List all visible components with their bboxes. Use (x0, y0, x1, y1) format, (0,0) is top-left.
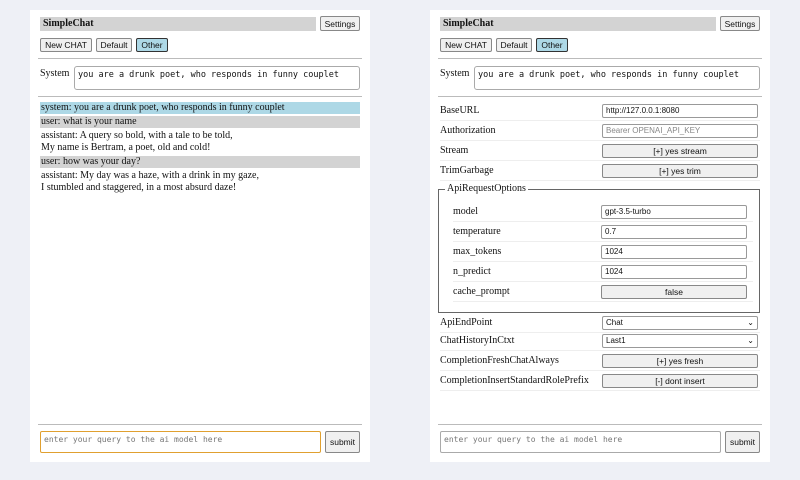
chat-message-assistant: assistant: A query so bold, with a tale to be told, My name is Bertram, a poet, old and cold! (41, 130, 233, 153)
chat-message-user: user: what is your name (40, 116, 360, 128)
max-tokens-input[interactable]: 1024 (601, 245, 747, 259)
default-chat-button[interactable]: Default (96, 38, 132, 52)
divider (438, 96, 762, 97)
chat-panel (30, 10, 370, 462)
completion-fresh-toggle[interactable]: [+] yes fresh (602, 354, 758, 368)
trim-garbage-toggle[interactable]: [+] yes trim (602, 164, 758, 178)
api-endpoint-select[interactable] (602, 316, 758, 330)
query-input[interactable]: enter your query to the ai model here (40, 431, 321, 453)
divider (38, 424, 362, 425)
setting-base-url (440, 101, 760, 121)
submit-button[interactable]: submit (325, 431, 360, 453)
settings-button[interactable]: Settings (320, 16, 360, 31)
api-request-options-fieldset (438, 183, 760, 313)
app-title: SimpleChat (440, 17, 716, 31)
api-request-options-legend: ApiRequestOptions (447, 183, 526, 194)
system-prompt-input[interactable]: you are a drunk poet, who responds in funny couplet (474, 66, 760, 90)
default-chat-button[interactable]: Default (496, 38, 532, 52)
chat-log (40, 102, 360, 196)
setting-chat-history (440, 331, 760, 351)
settings-button[interactable]: Settings (720, 16, 760, 31)
setting-api-endpoint (440, 313, 760, 333)
base-url-input[interactable]: http://127.0.0.1:8080 (602, 104, 758, 118)
divider (38, 58, 362, 59)
temperature-label: temperature (453, 226, 501, 237)
trim-garbage-label: TrimGarbage (440, 165, 494, 176)
chat-message-user: user: how was your day? (40, 156, 360, 168)
model-input[interactable]: gpt-3.5-turbo (601, 205, 747, 219)
model-label: model (453, 206, 478, 217)
n-predict-input[interactable]: 1024 (601, 265, 747, 279)
chat-history-label: ChatHistoryInCtxt (440, 335, 515, 346)
setting-n-predict (453, 262, 753, 282)
setting-authorization (440, 121, 760, 141)
chat-history-value: Last1 (606, 336, 626, 345)
app-title: SimpleChat (40, 17, 316, 31)
completion-fresh-label: CompletionFreshChatAlways (440, 355, 559, 366)
system-prompt-input[interactable]: you are a drunk poet, who responds in funny couplet (74, 66, 360, 90)
setting-trim-garbage (440, 161, 760, 181)
system-label: System (40, 68, 70, 79)
setting-model (453, 202, 753, 222)
chevron-down-icon: ⌄ (747, 318, 754, 327)
api-endpoint-label: ApiEndPoint (440, 317, 493, 328)
other-chat-button[interactable]: Other (536, 38, 568, 52)
setting-stream (440, 141, 760, 161)
setting-role-prefix (440, 371, 760, 391)
new-chat-button[interactable]: New CHAT (40, 38, 92, 52)
setting-max-tokens (453, 242, 753, 262)
chat-message-assistant: assistant: My day was a haze, with a drink in my gaze, I stumbled and staggered, in a most absurd daze! (41, 170, 259, 193)
query-input[interactable]: enter your query to the ai model here (440, 431, 721, 453)
role-prefix-label: CompletionInsertStandardRolePrefix (440, 375, 589, 386)
authorization-label: Authorization (440, 125, 496, 136)
stream-toggle[interactable]: [+] yes stream (602, 144, 758, 158)
divider (438, 424, 762, 425)
chat-message-system: system: you are a drunk poet, who responds in funny couplet (40, 102, 360, 114)
stream-label: Stream (440, 145, 469, 156)
base-url-label: BaseURL (440, 105, 480, 116)
chevron-down-icon: ⌄ (747, 336, 754, 345)
authorization-input[interactable]: Bearer OPENAI_API_KEY (602, 124, 758, 138)
chat-history-select[interactable] (602, 334, 758, 348)
system-label: System (440, 68, 470, 79)
cache-prompt-toggle[interactable]: false (601, 285, 747, 299)
other-chat-button[interactable]: Other (136, 38, 168, 52)
submit-button[interactable]: submit (725, 431, 760, 453)
temperature-input[interactable]: 0.7 (601, 225, 747, 239)
divider (38, 96, 362, 97)
new-chat-button[interactable]: New CHAT (440, 38, 492, 52)
settings-panel (430, 10, 770, 462)
cache-prompt-label: cache_prompt (453, 286, 510, 297)
setting-temperature (453, 222, 753, 242)
n-predict-label: n_predict (453, 266, 491, 277)
role-prefix-toggle[interactable]: [-] dont insert (602, 374, 758, 388)
api-endpoint-value: Chat (606, 318, 623, 327)
divider (438, 58, 762, 59)
max-tokens-label: max_tokens (453, 246, 502, 257)
setting-cache-prompt (453, 282, 753, 302)
setting-completion-fresh (440, 351, 760, 371)
